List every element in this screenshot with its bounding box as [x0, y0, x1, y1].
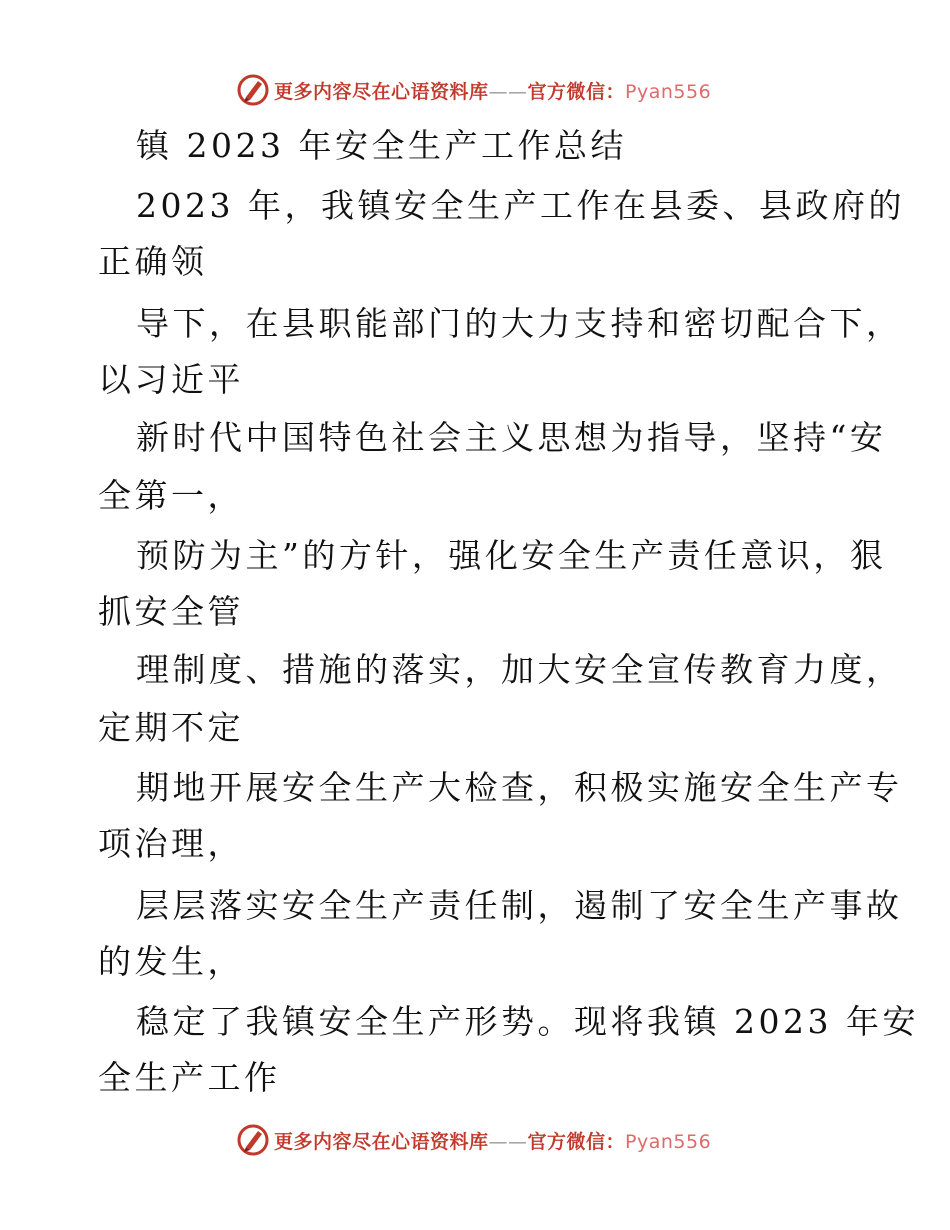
watermark-site-name: 更多内容尽在心语资料库 — [274, 80, 489, 103]
watermark-wechat-id: Pyan556 — [625, 80, 712, 103]
paragraph-line: 层层落实安全生产责任制，遏制了安全生产事故 — [136, 886, 903, 925]
footer-watermark-banner — [236, 1122, 711, 1158]
document-title: 镇 2023 年安全生产工作总结 — [136, 126, 627, 165]
header-watermark-banner — [236, 72, 711, 108]
paragraph-line: 全生产工作 — [98, 1058, 281, 1097]
paragraph-line: 以习近平 — [98, 360, 244, 399]
paragraph-line: 全第一， — [98, 476, 244, 515]
paragraph-line: 导下，在县职能部门的大力支持和密切配合下， — [136, 304, 903, 343]
pen-logo-icon — [236, 1123, 270, 1157]
watermark-dash: —— — [488, 1130, 528, 1153]
paragraph-line: 预防为主”的方针，强化安全生产责任意识，狠 — [136, 536, 887, 575]
paragraph-line: 项治理， — [98, 824, 244, 863]
watermark-wechat-label: 官方微信： — [527, 1130, 626, 1153]
paragraph-line: 的发生， — [98, 942, 244, 981]
pen-logo-icon — [236, 73, 270, 107]
watermark-site-name: 更多内容尽在心语资料库 — [274, 1130, 489, 1153]
paragraph-line: 理制度、措施的落实，加大安全宣传教育力度， — [136, 650, 903, 689]
paragraph-line: 抓安全管 — [98, 592, 244, 631]
paragraph-line: 期地开展安全生产大检查，积极实施安全生产专 — [136, 768, 903, 807]
paragraph-line: 正确领 — [98, 242, 208, 281]
paragraph-line: 定期不定 — [98, 708, 244, 747]
watermark-dash: —— — [488, 80, 528, 103]
paragraph-line: 新时代中国特色社会主义思想为指导，坚持“安 — [136, 418, 887, 457]
watermark-wechat-label: 官方微信： — [527, 80, 626, 103]
paragraph-line: 稳定了我镇安全生产形势。现将我镇 2023 年安 — [136, 1002, 919, 1041]
watermark-wechat-id: Pyan556 — [625, 1130, 712, 1153]
paragraph-line: 2023 年，我镇安全生产工作在县委、县政府的 — [136, 186, 905, 225]
watermark-text — [274, 77, 711, 104]
watermark-text — [274, 1127, 711, 1154]
